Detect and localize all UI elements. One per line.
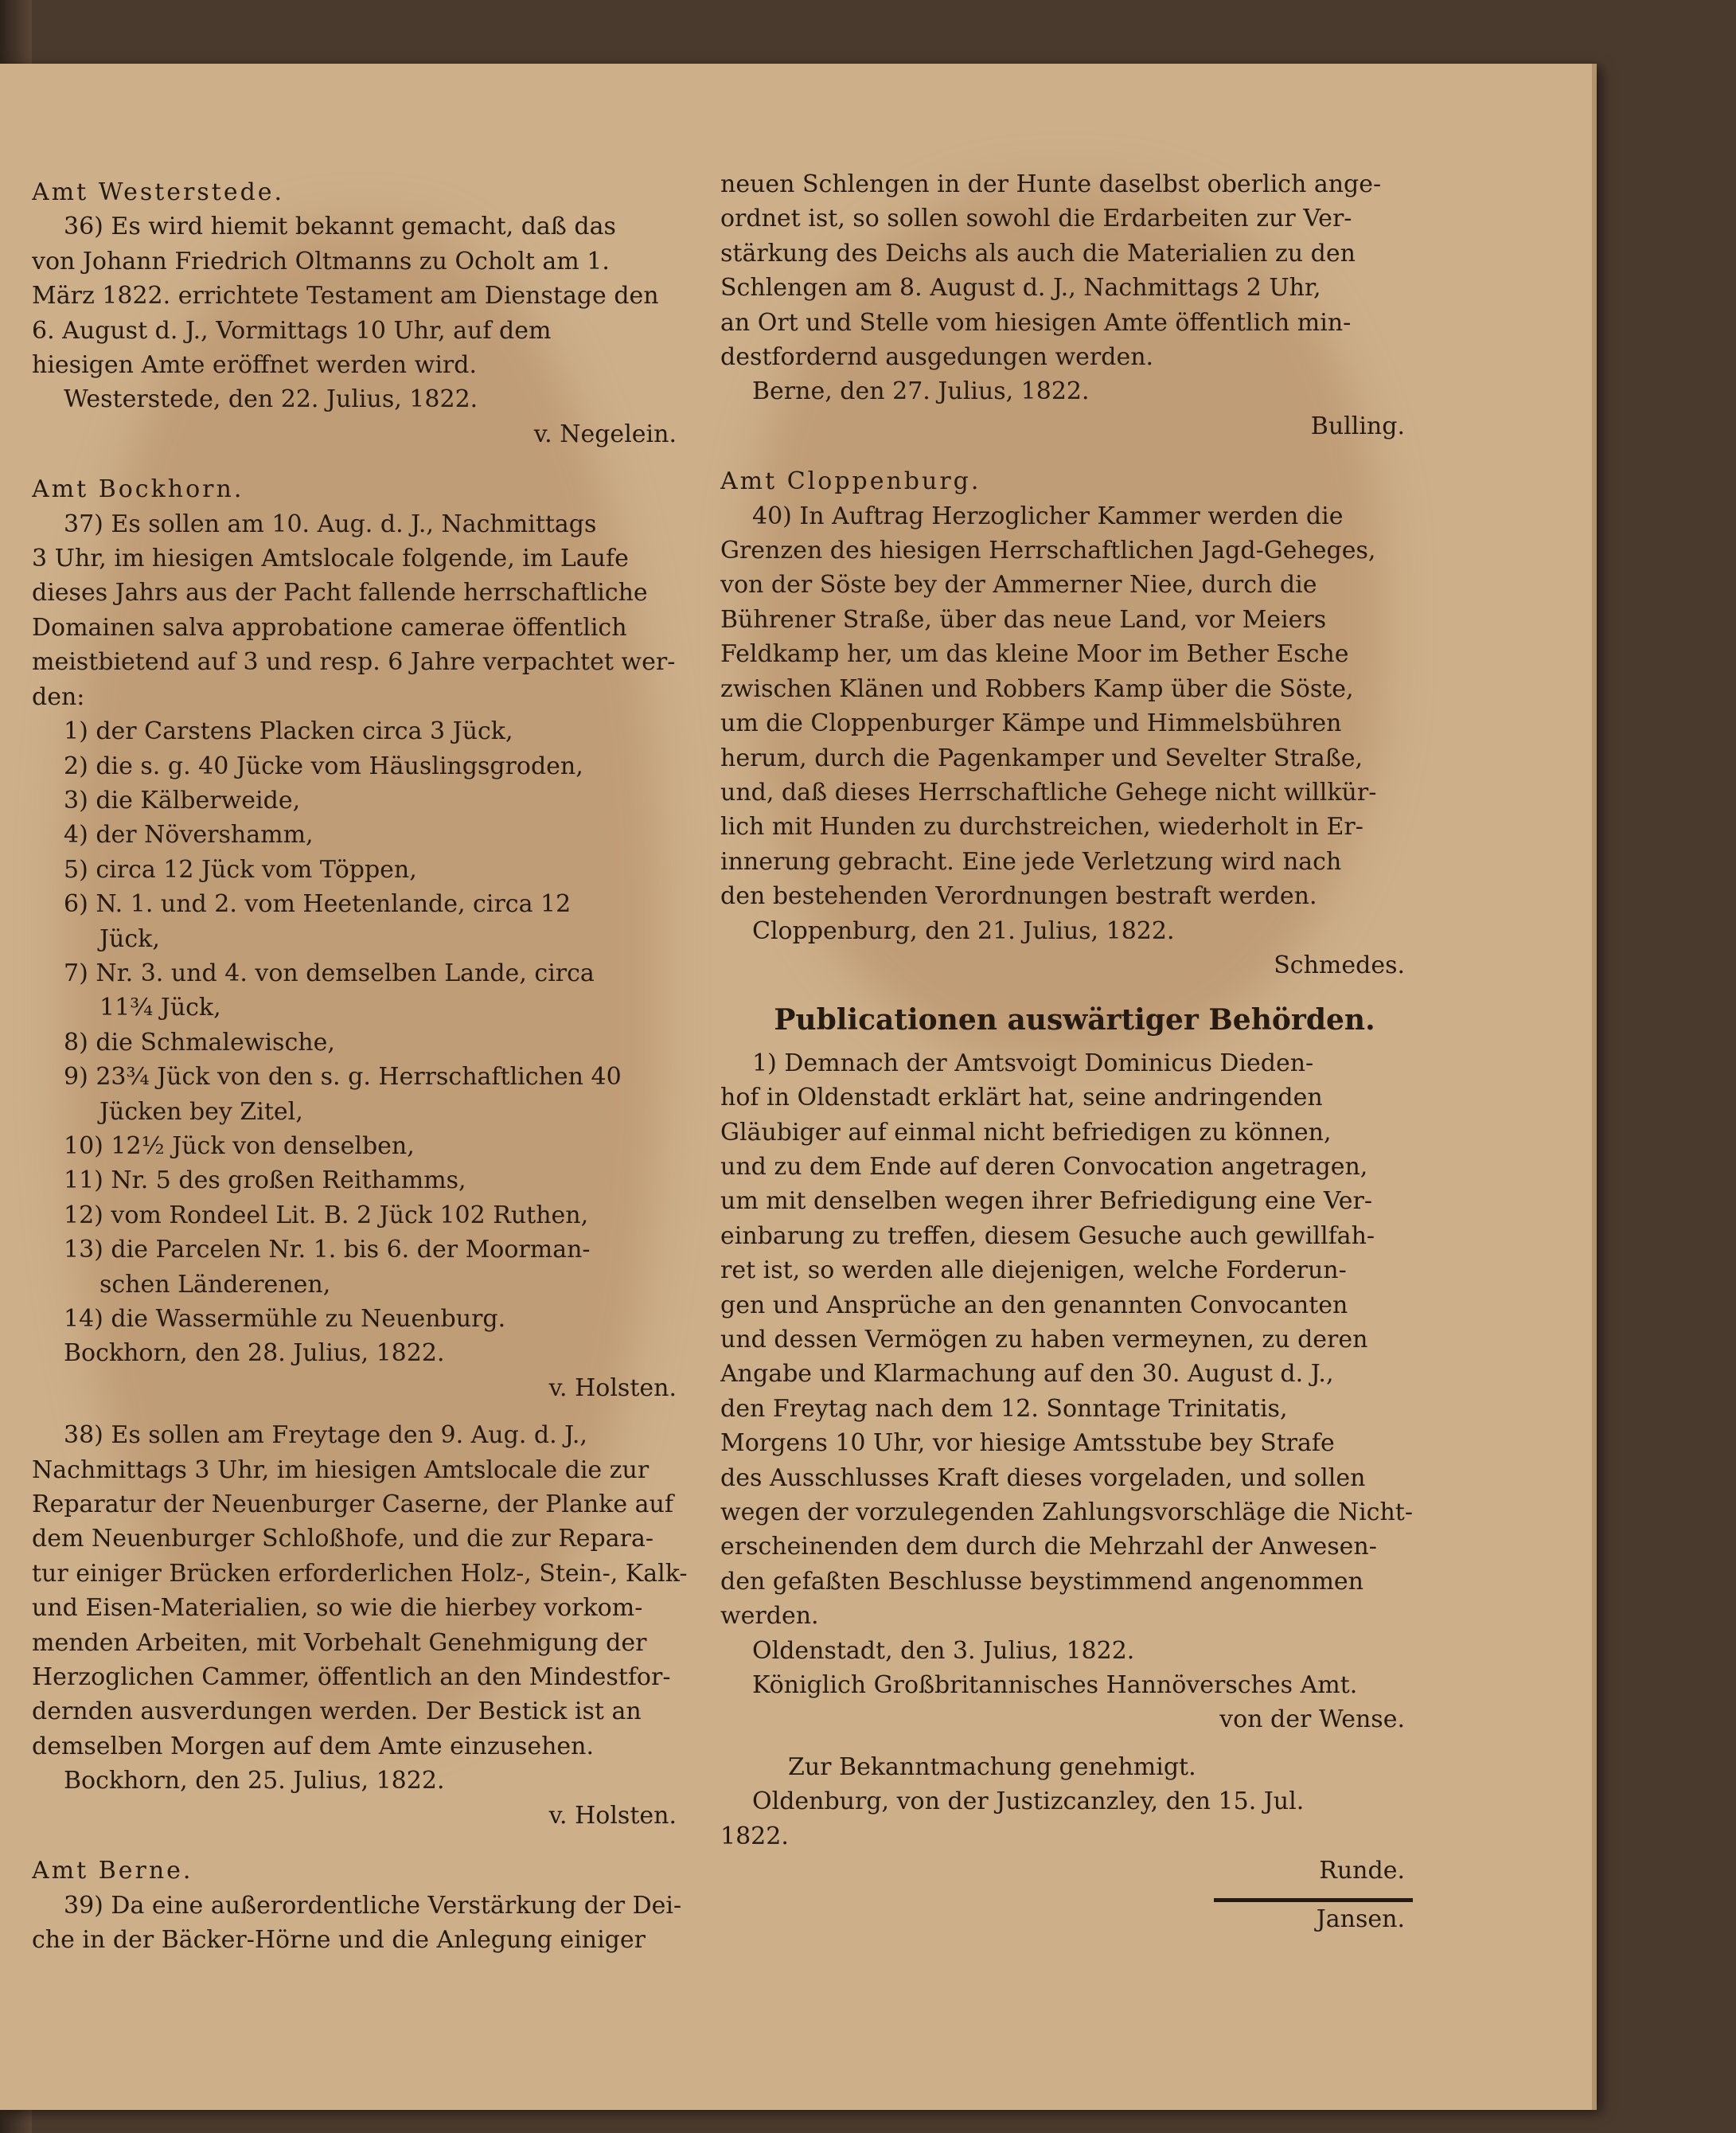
text-line: Oldenstadt, den 3. Julius, 1822. — [752, 1636, 1135, 1665]
text-line: wegen der vorzulegenden Zahlungsvorschläge die Nicht- — [720, 1498, 1413, 1527]
text-line: von Johann Friedrich Oltmanns zu Ocholt am 1. — [32, 247, 610, 275]
section-heading: Amt Bockhorn. — [32, 475, 244, 504]
text-line: zwischen Klänen und Robbers Kamp über die Söste, — [720, 674, 1354, 703]
text-line: herum, durch die Pagenkamper und Sevelter Straße, — [720, 744, 1363, 772]
text-line: menden Arbeiten, mit Vorbehalt Genehmigung der — [32, 1628, 647, 1657]
text-line: Jück, — [99, 924, 160, 953]
text-line: und zu dem Ende auf deren Convocation angetragen, — [720, 1152, 1368, 1181]
text-line: den: — [32, 682, 85, 711]
right-text-column — [720, 167, 1429, 1936]
text-line: Domainen salva approbatione camerae öffentlich — [32, 613, 627, 642]
paragraph-gap — [32, 1833, 700, 1846]
text-line: 38) Es sollen am Freytage den 9. Aug. d. J., — [64, 1421, 587, 1450]
text-line: von der Wense. — [1219, 1705, 1405, 1734]
text-line: 8) die Schmalewische, — [64, 1028, 335, 1057]
text-line: Bulling. — [1310, 412, 1405, 440]
text-line: an Ort und Stelle vom hiesigen Amte öffentlich min- — [720, 308, 1352, 337]
text-line: Reparatur der Neuenburger Caserne, der Planke auf — [32, 1490, 673, 1519]
text-line: Königlich Großbritannisches Hannöversches Amt. — [752, 1671, 1358, 1700]
text-line: destfordernd ausgedungen werden. — [720, 343, 1154, 372]
text-line: 7) Nr. 3. und 4. von demselben Lande, circa — [64, 959, 595, 987]
section-heading: Amt Berne. — [32, 1857, 193, 1885]
text-line: Bockhorn, den 25. Julius, 1822. — [64, 1767, 445, 1795]
document-page — [0, 64, 1597, 2110]
text-line: Feldkamp her, um das kleine Moor im Bether Esche — [720, 640, 1349, 669]
text-line: schen Länderenen, — [99, 1270, 331, 1299]
text-line: neuen Schlengen in der Hunte daselbst oberlich ange- — [720, 170, 1382, 198]
text-line: lich mit Hunden zu durchstreichen, wiederholt in Er- — [720, 813, 1363, 842]
text-line: Zur Bekanntmachung genehmigt. — [788, 1752, 1196, 1781]
text-line: des Ausschlusses Kraft dieses vorgeladen, und sollen — [720, 1463, 1366, 1492]
text-line: von der Söste bey der Ammerner Niee, durch die — [720, 571, 1317, 600]
text-line: v. Holsten. — [548, 1373, 677, 1402]
text-line: ret ist, so werden alle diejenigen, welche Forderun- — [720, 1256, 1347, 1285]
text-line: 3 Uhr, im hiesigen Amtslocale folgende, im Laufe — [32, 545, 629, 573]
text-line: den bestehenden Verordnungen bestraft werden. — [720, 882, 1317, 911]
text-line: 1) der Carstens Placken circa 3 Jück, — [64, 717, 513, 746]
text-line: 6) N. 1. und 2. vom Heetenlande, circa 12 — [64, 890, 572, 919]
text-line: Jansen. — [1316, 1904, 1405, 1933]
text-line: 40) In Auftrag Herzoglicher Kammer werden die — [752, 502, 1344, 530]
text-line: 9) 23¾ Jück von den s. g. Herrschaftlichen 40 — [64, 1063, 622, 1092]
text-line: 14) die Wassermühle zu Neuenburg. — [64, 1305, 506, 1333]
text-line: hiesigen Amte eröffnet werden wird. — [32, 351, 478, 380]
text-line: den Freytag nach dem 12. Sonntage Trinitatis, — [720, 1394, 1288, 1423]
text-line: Berne, den 27. Julius, 1822. — [752, 377, 1090, 406]
text-line: Schmedes. — [1274, 951, 1405, 979]
text-line: 11¾ Jück, — [99, 994, 221, 1022]
text-line: Jücken bey Zitel, — [99, 1097, 303, 1126]
text-line: erscheinenden dem durch die Mehrzahl der Anwesen- — [720, 1533, 1377, 1561]
paragraph-gap — [32, 451, 700, 464]
text-line: den gefaßten Beschlusse beystimmend angenommen — [720, 1567, 1363, 1596]
text-line: und, daß dieses Herrschaftliche Gehege nicht willkür- — [720, 778, 1377, 807]
text-line: 12) vom Rondeel Lit. B. 2 Jück 102 Ruthen, — [64, 1201, 589, 1229]
section-heading: Publicationen auswärtiger Behörden. — [774, 1003, 1375, 1037]
text-line: um mit denselben wegen ihrer Befriedigung eine Ver- — [720, 1187, 1372, 1216]
text-line: gen und Ansprüche an den genannten Convocanten — [720, 1291, 1348, 1319]
text-line: werden. — [720, 1602, 819, 1631]
text-line: 37) Es sollen am 10. Aug. d. J., Nachmittags — [64, 510, 597, 538]
text-line: dieses Jahrs aus der Pacht fallende herrschaftliche — [32, 579, 648, 607]
text-line: 11) Nr. 5 des großen Reithamms, — [64, 1166, 466, 1195]
paragraph-gap — [720, 443, 1429, 456]
text-line: demselben Morgen auf dem Amte einzusehen. — [32, 1732, 595, 1760]
text-line: v. Negelein. — [533, 420, 677, 448]
text-line: hof in Oldenstadt erklärt hat, seine andringenden — [720, 1084, 1323, 1112]
text-line: Oldenburg, von der Justizcanzley, den 15. Jul. — [752, 1787, 1305, 1816]
text-line: 1822. — [720, 1822, 789, 1850]
text-line: 13) die Parcelen Nr. 1. bis 6. der Moorman- — [64, 1236, 591, 1264]
text-line: Grenzen des hiesigen Herrschaftlichen Jagd-Geheges, — [720, 537, 1376, 565]
text-line: und dessen Vermögen zu haben vermeynen, zu deren — [720, 1326, 1368, 1354]
text-line: 5) circa 12 Jück vom Töppen, — [64, 855, 417, 884]
section-heading: Amt Westerstede. — [32, 178, 285, 206]
text-line: Bockhorn, den 28. Julius, 1822. — [64, 1339, 445, 1368]
text-line: 39) Da eine außerordentliche Verstärkung der Dei- — [64, 1891, 682, 1920]
text-line: dernden ausverdungen werden. Der Bestick ist an — [32, 1697, 642, 1726]
text-line: 36) Es wird hiemit bekannt gemacht, daß das — [64, 213, 616, 241]
paragraph-gap — [32, 1405, 700, 1418]
text-line: einbarung zu treffen, diesem Gesuche auch gewillfah- — [720, 1221, 1375, 1250]
text-line: und Eisen-Materialien, so wie die hierbey vorkom- — [32, 1594, 643, 1623]
paragraph-gap — [720, 1737, 1429, 1750]
text-line: 1) Demnach der Amtsvoigt Dominicus Dieden- — [752, 1049, 1314, 1077]
text-line: che in der Bäcker-Hörne und die Anlegung einiger — [32, 1925, 646, 1954]
text-line: tur einiger Brücken erforderlichen Holz-, Stein-, Kalk- — [32, 1559, 688, 1588]
text-line: 3) die Kälberweide, — [64, 786, 301, 815]
text-line: meistbietend auf 3 und resp. 6 Jahre verpachtet wer- — [32, 648, 676, 677]
section-heading: Amt Cloppenburg. — [720, 467, 981, 496]
text-line: 10) 12½ Jück von denselben, — [64, 1131, 415, 1160]
text-line: Morgens 10 Uhr, vor hiesige Amtsstube bey Strafe — [720, 1429, 1335, 1458]
text-line: 2) die s. g. 40 Jücke vom Häuslingsgroden, — [64, 752, 583, 780]
text-line: Runde. — [1319, 1857, 1405, 1885]
text-line: ordnet ist, so sollen sowohl die Erdarbeiten zur Ver- — [720, 205, 1352, 233]
text-line: 4) der Növershamm, — [64, 821, 314, 850]
text-line: Cloppenburg, den 21. Julius, 1822. — [752, 916, 1175, 945]
text-line: um die Cloppenburger Kämpe und Himmelsbühren — [720, 709, 1342, 738]
text-line: März 1822. errichtete Testament am Dienstage den — [32, 282, 659, 311]
left-text-column — [32, 167, 700, 1957]
text-line: Bührener Straße, über das neue Land, vor Meiers — [720, 605, 1327, 634]
paragraph-gap — [720, 983, 1429, 995]
text-line: Westerstede, den 22. Julius, 1822. — [64, 385, 478, 414]
text-line: Angabe und Klarmachung auf den 30. August d. J., — [720, 1360, 1334, 1389]
text-line: Schlengen am 8. August d. J., Nachmittags 2 Uhr, — [720, 274, 1321, 303]
text-line: Herzoglichen Cammer, öffentlich an den Mindestfor- — [32, 1663, 671, 1692]
text-line: innerung gebracht. Eine jede Verletzung wird nach — [720, 847, 1342, 876]
text-line: Nachmittags 3 Uhr, im hiesigen Amtslocale die zur — [32, 1455, 650, 1484]
text-line: Gläubiger auf einmal nicht befriedigen zu können, — [720, 1118, 1332, 1147]
text-line: v. Holsten. — [548, 1801, 677, 1830]
text-line: dem Neuenburger Schloßhofe, und die zur Repara- — [32, 1525, 653, 1553]
text-line: stärkung des Deichs als auch die Materialien zu den — [720, 239, 1356, 268]
text-line: 6. August d. J., Vormittags 10 Uhr, auf dem — [32, 316, 552, 345]
